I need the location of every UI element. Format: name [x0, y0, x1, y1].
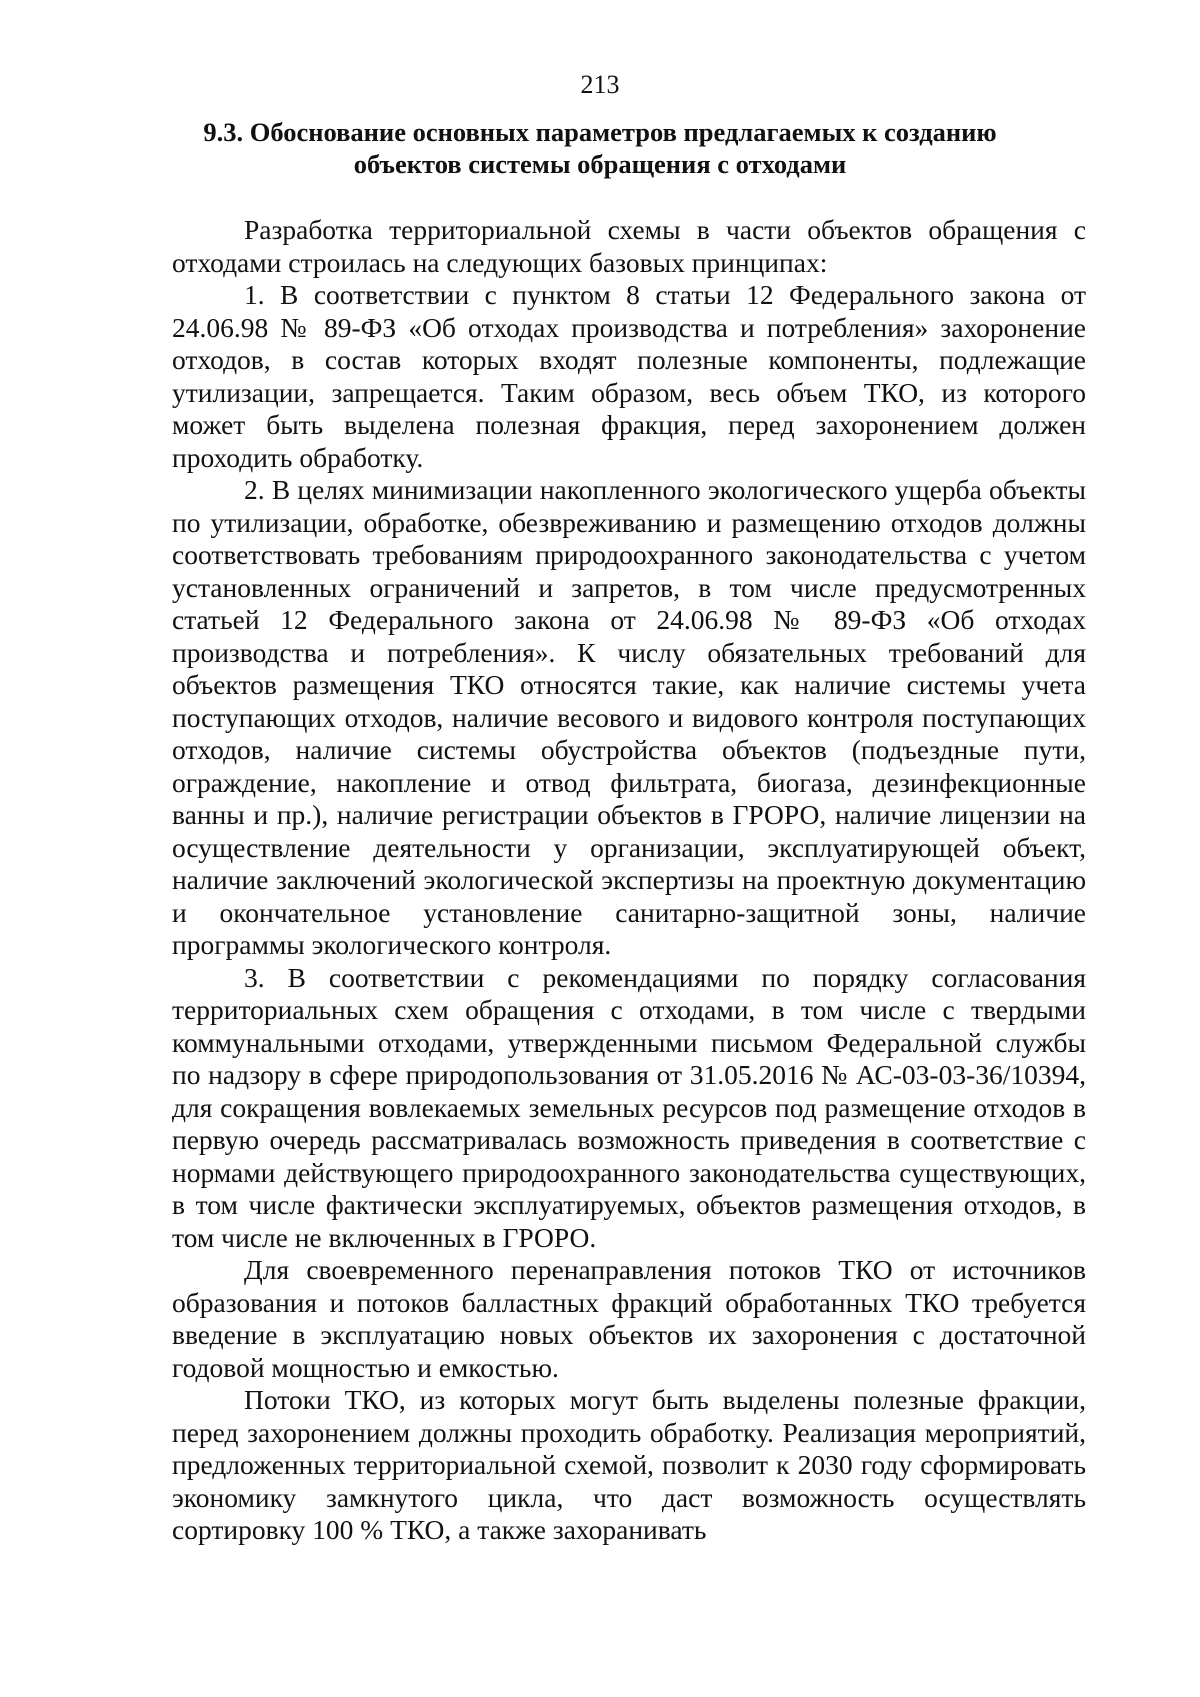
- principle-3-paragraph: 3. В соответствии с рекомендациями по порядку согласования территориальных схем обращения с отходами, в том числе с твердыми коммунальными отходами, утвержденными письмом Федеральной службы по надзору в сфере природопользования от 31.05.2016 № АС-03-03-36/10394, для сокращения вовлекаемых земельных ресурсов под размещение отходов в первую очередь рассматривалась возможность приведения в соответствие с нормами действующего природоохранного законодательства существующих, в том числе фактически эксплуатируемых, объектов размещения отходов, в том числе не включенных в ГРОРО.: [172, 961, 1086, 1253]
- page-number: 213: [580, 70, 620, 99]
- processing-paragraph: Потоки ТКО, из которых могут быть выделены полезные фракции, перед захоронением должны проходить обработку. Реализация мероприятий, предложенных территориальной схемой, позволит к 2030 году сформировать экономику замкнутого цикла, что даст возможность осуществлять сортировку 100 % ТКО, а также захоранивать: [172, 1384, 1086, 1545]
- section-heading-line-1: 9.3. Обоснование основных параметров предлагаемых к созданию: [203, 117, 997, 147]
- body-text: [172, 214, 1086, 1547]
- section-heading: [150, 116, 1050, 180]
- principle-2-paragraph: 2. В целях минимизации накопленного экологического ущерба объекты по утилизации, обработке, обезвреживанию и размещению отходов должны соответствовать требованиям природоохранного законодательства с учетом установленных ограничений и запретов, в том числе предусмотренных статьей 12 Федерального закона от 24.06.98 № 89-ФЗ «Об отходах производства и потребления». К числу обязательных требований для объектов размещения ТКО относятся такие, как наличие системы учета поступающих отходов, наличие весового и видового контроля поступающих отходов, наличие системы обустройства объектов (подъездные пути, ограждение, накопление и отвод фильтрата, биогаза, дезинфекционные ванны и пр.), наличие регистрации объектов в ГРОРО, наличие лицензии на осуществление деятельности у организации, эксплуатирующей объект, наличие заключений экологической экспертизы на проектную документацию и окончательное установление санитарно-защитной зоны, наличие программы экологического контроля.: [172, 474, 1086, 960]
- landfill-paragraph: Для своевременного перенаправления потоков ТКО от источников образования и потоков балластных фракций обработанных ТКО требуется введение в эксплуатацию новых объектов их захоронения с достаточной годовой мощностью и емкостью.: [172, 1254, 1086, 1383]
- section-heading-line-2: объектов системы обращения с отходами: [353, 149, 847, 179]
- principle-1-paragraph: 1. В соответствии с пунктом 8 статьи 12 Федерального закона от 24.06.98 № 89-ФЗ «Об отходах производства и потребления» захоронение отходов, в состав которых входят полезные компоненты, подлежащие утилизации, запрещается. Таким образом, весь объем ТКО, из которого может быть выделена полезная фракция, перед захоронением должен проходить обработку.: [172, 279, 1086, 473]
- intro-paragraph: Разработка территориальной схемы в части объектов обращения с отходами строилась на следующих базовых принципах:: [172, 214, 1086, 278]
